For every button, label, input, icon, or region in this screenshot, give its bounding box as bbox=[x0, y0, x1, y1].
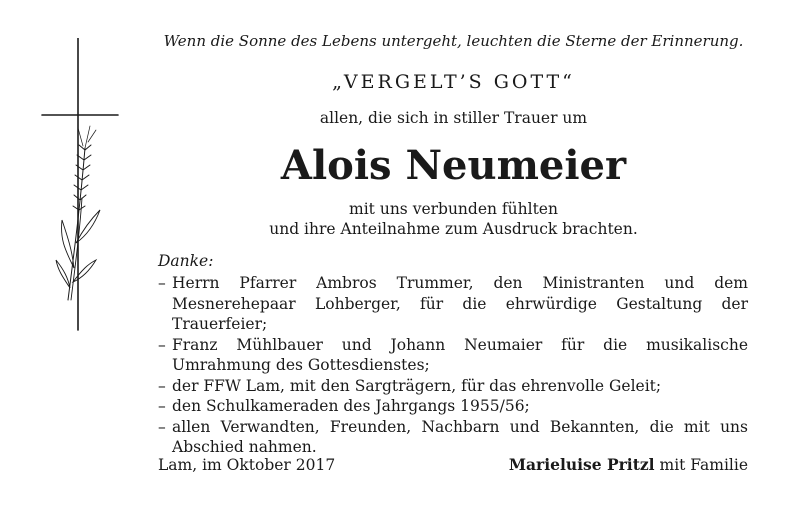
list-item-text: den Schulkameraden des Jahrgangs 1955/56; bbox=[172, 397, 530, 415]
outro-text bbox=[156, 199, 751, 239]
dash: – bbox=[158, 397, 166, 415]
list-item-text: Franz Mühlbauer und Johann Neumaier für die musikalische Umrahmung des Gottesdienstes; bbox=[172, 335, 748, 374]
cross-with-wheat-icon bbox=[38, 38, 128, 338]
place-date: Lam, im Oktober 2017 bbox=[158, 456, 336, 474]
list-item bbox=[158, 376, 748, 397]
signature-name: Marieluise Pritzl bbox=[508, 455, 655, 474]
deceased-name: Alois Neumeier bbox=[280, 142, 627, 189]
thanks-label: Danke: bbox=[158, 252, 214, 270]
signature bbox=[509, 455, 748, 475]
outro-line: mit uns verbunden fühlten bbox=[349, 200, 558, 218]
outro-line: und ihre Anteilnahme zum Ausdruck brachten. bbox=[269, 220, 638, 238]
intro-text: allen, die sich in stiller Trauer um bbox=[319, 109, 588, 127]
list-item bbox=[158, 335, 748, 376]
motto: Wenn die Sonne des Lebens untergeht, leuchten die Sterne der Erinnerung. bbox=[163, 32, 744, 50]
dash: – bbox=[158, 335, 166, 354]
dash: – bbox=[158, 274, 166, 292]
thanks-list bbox=[158, 273, 748, 458]
list-item-text: der FFW Lam, mit den Sargträgern, für das ehrenvolle Geleit; bbox=[172, 376, 662, 395]
list-item bbox=[158, 417, 748, 458]
thanks-heading: „VERGELT’S GOTT“ bbox=[332, 71, 575, 93]
signature-suffix: mit Familie bbox=[659, 456, 748, 474]
list-item-text: Herrn Pfarrer Ambros Trummer, den Ministranten und dem Mesnerehepaar Lohberger, für die ehrwürdige Gestaltung der Trauerfeier; bbox=[172, 274, 748, 333]
list-item bbox=[158, 396, 748, 417]
list-item-text: allen Verwandten, Freunden, Nachbarn und Bekannten, die mit uns Abschied nahmen. bbox=[172, 417, 748, 456]
footer bbox=[158, 455, 748, 477]
dash: – bbox=[158, 376, 166, 395]
list-item bbox=[158, 273, 748, 335]
dash: – bbox=[158, 417, 166, 436]
